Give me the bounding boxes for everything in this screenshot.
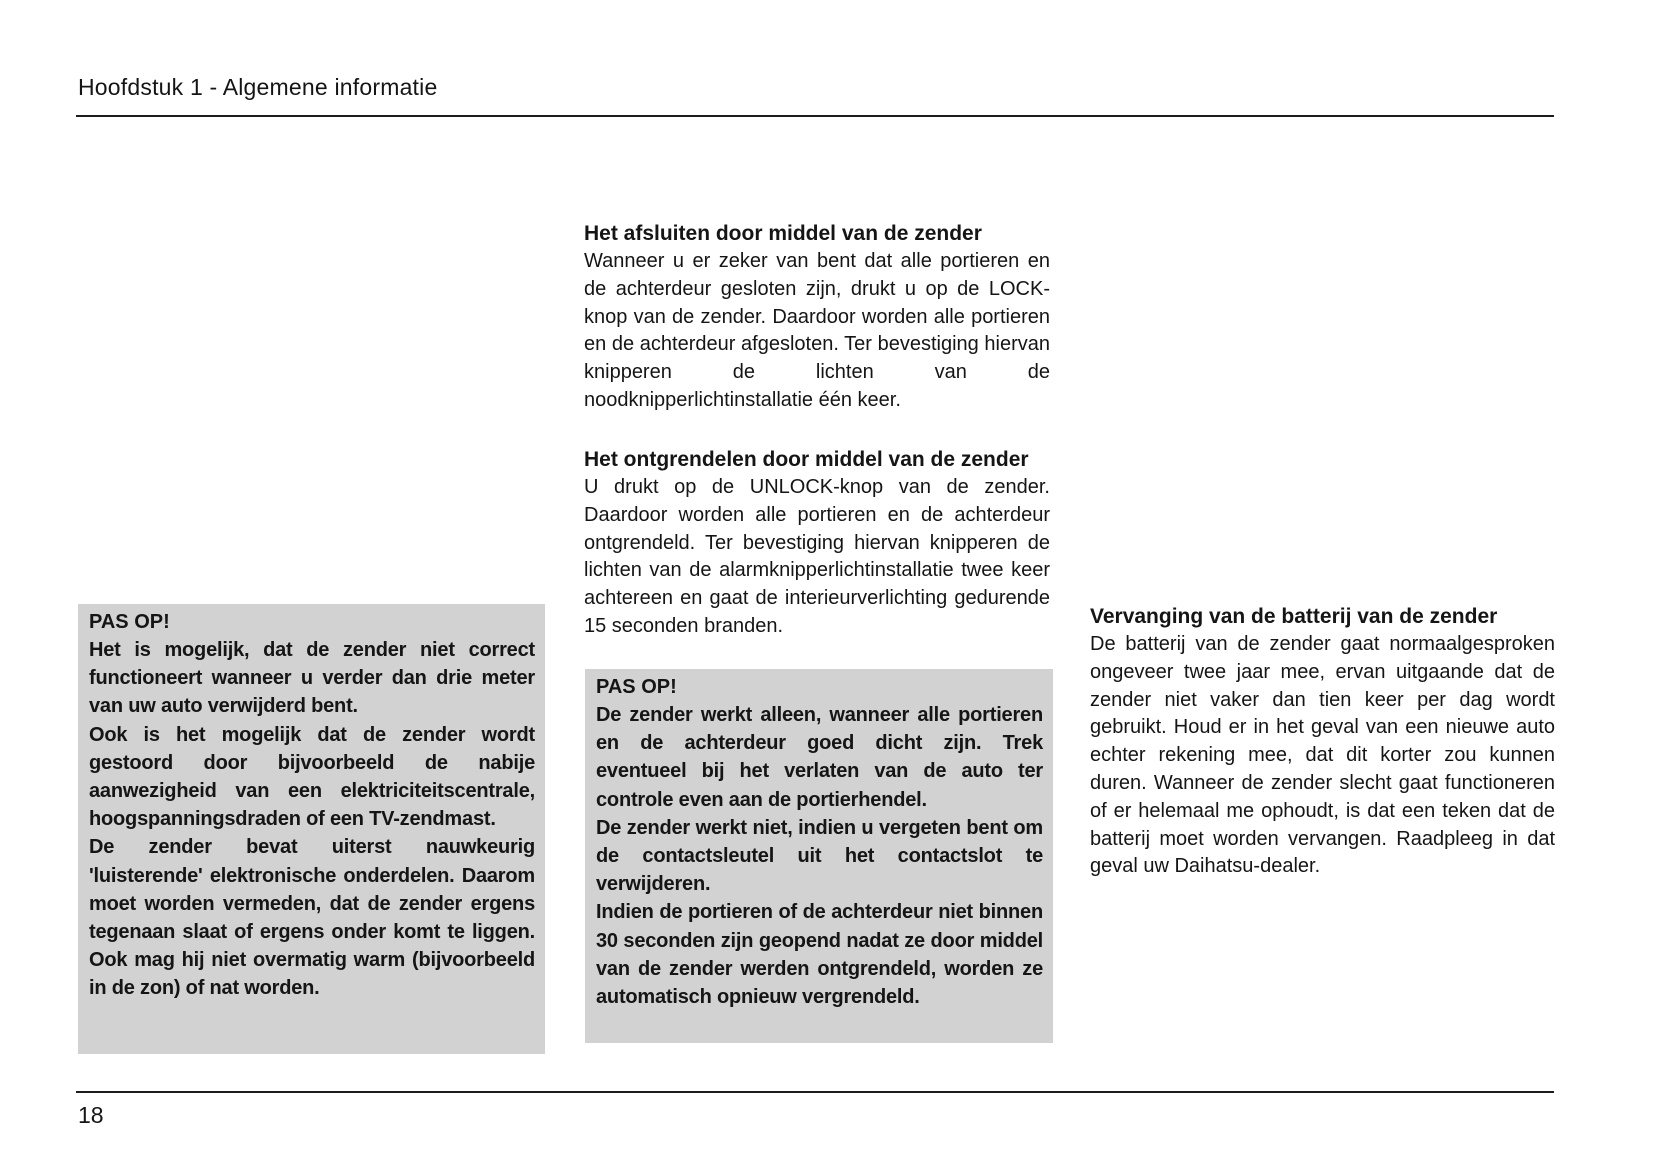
header-rule	[76, 115, 1554, 117]
chapter-title: Hoofdstuk 1 - Algemene informatie	[78, 74, 438, 100]
warning-title: PAS OP!	[89, 611, 170, 633]
section-locking	[584, 220, 1050, 415]
warning-title: PAS OP!	[596, 676, 677, 698]
warning-paragraph: Ook is het mogelijk dat de zender wordt gestoord door bijvoorbeeld de nabije aanwezigheid van een elektriciteitscentrale, hoogspanningsdraden of een TV-zendmast.	[89, 723, 535, 831]
warning-box-transmitter-range	[78, 604, 545, 1054]
warning-paragraph: Het is mogelijk, dat de zender niet correct functioneert wanneer u verder dan drie meter van uw auto verwijderd bent.	[89, 639, 535, 718]
section-body: U drukt op de UNLOCK-knop van de zender. Daardoor worden alle portieren en de achterdeur ontgrendeld. Ter bevestiging hiervan knipperen de lichten van de alarmknipperlichtinstallatie twee keer achtereen en gaat de interieurverlichting gedurende 15 seconden branden.	[584, 476, 1050, 637]
section-unlocking	[584, 446, 1050, 641]
section-heading: Vervanging van de batterij van de zender	[1090, 605, 1498, 628]
warning-paragraph: Indien de portieren of de achterdeur niet binnen 30 seconden zijn geopend nadat ze door middel van de zender werden ontgrendeld, worden ze automatisch opnieuw vergrendeld.	[596, 901, 1043, 1009]
warning-paragraph: De zender bevat uiterst nauwkeurig 'luisterende' elektronische onderdelen. Daarom moet worden vermeden, dat de zender ergens tegenaan slaat of ergens onder komt te liggen. Ook mag hij niet overmatig warm (bijvoorbeeld in de zon) of nat worden.	[89, 836, 535, 1000]
section-heading: Het afsluiten door middel van de zender	[584, 222, 982, 245]
warning-box-doors	[585, 669, 1053, 1043]
footer-rule	[76, 1091, 1554, 1093]
warning-paragraph: De zender werkt niet, indien u vergeten bent om de contactsleutel uit het contactslot te verwijderen.	[596, 816, 1043, 896]
section-heading: Het ontgrendelen door middel van de zender	[584, 448, 1029, 471]
section-body: Wanneer u er zeker van bent dat alle portieren en de achterdeur gesloten zijn, drukt u op de LOCK-knop van de zender. Daardoor worden alle portieren en de achterdeur afgesloten. Ter bevestiging hiervan knipperen de lichten van de noodknipperlichtinstallatie één keer.	[584, 250, 1050, 411]
page-number: 18	[78, 1102, 104, 1128]
section-battery-replacement	[1090, 603, 1555, 881]
warning-paragraph: De zender werkt alleen, wanneer alle portieren en de achterdeur goed dicht zijn. Trek eventueel bij het verlaten van de auto ter controle even aan de portierhendel.	[596, 704, 1043, 811]
section-body: De batterij van de zender gaat normaalgesproken ongeveer twee jaar mee, ervan uitgaande dat de zender niet vaker dan tien keer per dag wordt gebruikt. Houd er in het geval van een nieuwe auto echter rekening mee, dat dit korter zou kunnen duren. Wanneer de zender slecht gaat functioneren of er helemaal me ophoudt, is dat een teken dat de batterij moet worden vervangen. Raadpleeg in dat geval uw Daihatsu-dealer.	[1090, 633, 1555, 878]
